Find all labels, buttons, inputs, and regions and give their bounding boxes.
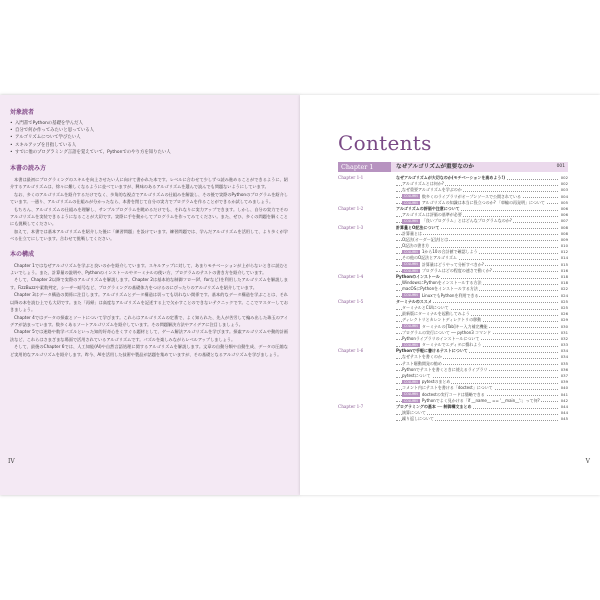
- toc-entry-title: pytestについて: [402, 373, 431, 378]
- toc-page-number: 015: [560, 261, 568, 267]
- paragraph: 加えて、本書では基本アルゴリズムを紹介した後に「練習問題」を設けています。練習問題では、学んだアルゴリズムを活用して、より多くが学べる仕立てにしています。合わせて挑戦してください。: [10, 228, 288, 242]
- toc-section-number: Chapter 1-6: [338, 348, 364, 354]
- toc-page-number: 039: [560, 379, 568, 385]
- column-badge: COLUMN: [404, 200, 418, 205]
- column-badge: COLUMN: [404, 392, 418, 397]
- toc-page-number: 009: [560, 236, 568, 242]
- toc-entry-title: なぜアルゴリズムが大切なのか(モチベーションを高めよう!): [396, 175, 506, 180]
- toc-section-number: Chapter 1-5: [338, 298, 364, 304]
- list-item: • スキルアップを目指している人: [10, 142, 288, 149]
- toc-page-number: 040: [560, 385, 568, 391]
- toc-page-number: 036: [560, 366, 568, 372]
- toc-page-number: 042: [560, 397, 568, 403]
- toc-page-number: 026: [560, 311, 568, 317]
- list-item: • 自分で何か作ってみたいと思っている人: [10, 127, 288, 134]
- toc-page-number: 041: [560, 391, 568, 397]
- toc-entry-title: 数多くのライブラリがオープンソースで公開されている: [421, 193, 522, 199]
- column-badge: COLUMN: [404, 342, 418, 347]
- toc-entry-title: WindowsにPythonをインストールする方法: [402, 280, 482, 286]
- page-number-right: V: [585, 458, 590, 465]
- column-badge: COLUMN: [404, 324, 418, 329]
- toc-page-number: 035: [560, 360, 568, 366]
- toc-entry-title: 計算量はどうやって分析すべきか?: [421, 261, 484, 267]
- toc-entry: [338, 416, 568, 422]
- toc-entry-title: アルゴリズムとは何か?: [402, 181, 444, 187]
- toc-section-number: Chapter 1-2: [338, 205, 364, 211]
- toc-entry-title: なぜテストを書くのか: [402, 354, 442, 360]
- toc-page-number: 034: [560, 348, 568, 354]
- column-badge: COLUMN: [404, 268, 418, 273]
- toc-section-number: Chapter 1-4: [338, 274, 364, 279]
- paragraph: もちろん、アルゴリズムの仕組みを理解し、サンプルプログラムを眺めるだけでも、それなりに実力アップできます。しかし、自分の実力でそのアルゴリズムを実装できるようになることが大切です。実際に手を動かしてプログラムを作ってみてください。また、ぜひ、多くの問題を解くことにも挑戦してください。: [10, 206, 288, 227]
- toc-entry-title: プログラムはどの程度の速さで動くか?: [421, 267, 492, 273]
- toc-page-number: 006: [560, 205, 568, 211]
- paragraph: 本書は最初にプログラミングのスキルを向上させたい人に向けて書かれた本です。レベルに合わせて少しずつ読み進めることができるように、紹介するアルゴリズムは、徐々に難しくなるように並べていますが、興味のあるアルゴリズムを選んで読んでも問題ないようにしています。: [10, 177, 288, 190]
- toc-section-number: Chapter 1-3: [338, 224, 364, 230]
- chapter-label: Chapter 1: [338, 162, 391, 172]
- table-of-contents: [338, 175, 568, 423]
- toc-entry-title: LinuxでもPythonを利用できる: [421, 292, 479, 298]
- toc-page-number: 006: [560, 212, 568, 218]
- toc-entry-title: 最新版にターミナルを起動してみよう: [402, 311, 470, 317]
- right-page: [300, 95, 600, 495]
- toc-page-number: 044: [560, 410, 568, 416]
- page-number-left: IV: [8, 458, 15, 465]
- toc-page-number: 018: [560, 274, 568, 279]
- paragraph: Chapter 1ではなぜアルゴリズムを学ぶと良いのかを紹介しています。スキルアップに対して、あまりモチベーションが上がらないときに読むとよいでしょう。また、計算量の説明や、Pythonのインストールやターミナルの使い方、プログラムのテストの書き方を紹介しています。: [10, 262, 288, 276]
- column-badge: COLUMN: [404, 262, 418, 267]
- column-badge: COLUMN: [404, 293, 418, 298]
- toc-page-number: 008: [560, 230, 568, 236]
- toc-page-number: 029: [560, 317, 568, 323]
- toc-page-number: 008: [560, 224, 568, 230]
- column-badge: COLUMN: [404, 194, 418, 199]
- toc-entry-title: 計算量とは: [402, 230, 422, 236]
- toc-entry-title: 計算量とO記法について: [396, 224, 440, 230]
- toc-entry-title: アルゴリズムの知識は本当に役立つのか? 「車輪の再発明」について: [421, 199, 545, 205]
- toc-page-number: 016: [560, 267, 568, 273]
- list-item: • アルゴリズムについて学びたい人: [10, 134, 288, 141]
- toc-entry-title: ターミナルとCUIについて: [402, 304, 449, 310]
- left-page: [0, 95, 300, 495]
- list-item: • すでに他のプログラミング言語を覚えていて、Pythonでのやり方を知りたい人: [10, 149, 288, 156]
- toc-entry-title: ターミナルでエディタに慣れよう: [421, 342, 482, 348]
- toc-entry-text: [402, 416, 435, 422]
- toc-entry-title: O記法(オーダー記法)とは: [402, 236, 449, 242]
- toc-entry-title: プログラミングの基本 ── 制御構文まとめ: [396, 403, 472, 409]
- toc-entry-title: その他のO記法とアルゴリズム: [402, 255, 457, 261]
- toc-section-number: Chapter 1-1: [338, 175, 364, 180]
- toc-page-number: 024: [560, 292, 568, 298]
- section-heading-structure: 本の構成: [10, 250, 35, 258]
- toc-entry-title: doctestの実行コードは簡略できる: [421, 391, 485, 397]
- toc-page-number: 045: [560, 416, 568, 422]
- toc-page-number: 002: [560, 175, 568, 180]
- paragraph: そして、最後のChapter 6では、人工知能(AI)や自然言語処理に関するアルゴリズムを解説します。文章の自動分類や自動生成、データの圧縮など実用的なアルゴリズムを紹介します。昨今、AIを活用した技術や製品が話題を集めていますが、その基礎となるアルゴリズムを学びましょう。: [10, 344, 288, 357]
- toc-page-number: 014: [560, 255, 568, 261]
- paragraph: Chapter 3はデータ構造の関係に注目します。アルゴリズムとデータ構造は切っても切れない関係です。基本的なデータ構造を学ぶことは、それ以降の本を読む上でも大切です。また「再帰」は高度なアルゴリズムを記述する上で欠かすことのできないテクニックです。ここでマスターしておきましょう。: [10, 292, 288, 313]
- toc-entry-title: 1から10の合計値で確認しよう: [421, 249, 478, 255]
- toc-page-number: 012: [560, 249, 568, 255]
- toc-entry-title: プログラムの実行について ── python3 コマンド: [402, 329, 492, 335]
- column-badge: COLUMN: [404, 380, 418, 384]
- toc-entry-title: 繰り返しについて: [402, 416, 434, 422]
- paragraph: なお、多くのアルゴリズムを紹介するだけでなく、多角的な視点でアルゴリズムの仕組みを解説し、その後で実際のPythonのプログラムを紹介しています。一通り、アルゴリズムの仕組みが分かったなら、本書を閉じて自分の実力でプログラムを作ることができるか試してみましょう。: [10, 191, 288, 205]
- toc-page-number: 022: [560, 286, 568, 292]
- toc-page-number: 044: [560, 403, 568, 409]
- toc-page-number: 004: [560, 193, 568, 199]
- paragraph: Chapter 4ではデータの探索とソートについて学びます。これらはアルゴリズムの定番で、よく知られた、先人が苦労して編み出した珠玉のアイデアが詰まっています。数多くあるソートアルゴリズムを紹介しています。その問題解決方法やアイデアに注目しましょう。: [10, 314, 288, 327]
- section-heading-audience: 対象読者: [10, 109, 35, 116]
- chapter-banner: [338, 162, 568, 172]
- toc-entry-title: 「良いプログラム」とはどんなプログラムなのか?: [421, 218, 512, 224]
- audience-list: [10, 120, 288, 156]
- toc-page-number: 002: [560, 181, 568, 187]
- structure-section: [10, 251, 288, 358]
- toc-section-number: Chapter 1-7: [338, 403, 364, 409]
- toc-page-number: 032: [560, 335, 568, 341]
- toc-entry-title: Pythonでテストを書くときに使えるライブラリ: [402, 366, 488, 372]
- toc-page-number: 025: [560, 304, 568, 310]
- toc-page-number: 018: [560, 280, 568, 286]
- toc-page-number: 031: [560, 329, 568, 335]
- toc-entry-title: Pythonのインストール: [396, 274, 440, 279]
- toc-page-number: 010: [560, 243, 568, 249]
- toc-page-number: 037: [560, 373, 568, 378]
- left-page-content: [10, 109, 288, 366]
- column-badge: COLUMN: [404, 398, 418, 403]
- column-badge: COLUMN: [404, 219, 418, 224]
- toc-page-number: 005: [560, 199, 568, 205]
- toc-entry-title: アルゴリズムは評価の基準が必要: [402, 212, 462, 218]
- toc-page-number: 030: [560, 323, 568, 329]
- toc-entry-title: なぜ重要アルゴリズムを学ぶのか: [402, 187, 462, 193]
- toc-entry-title: O記法の書き方: [402, 243, 430, 249]
- list-item: • 入門書でPythonの基礎を学んだ人: [10, 120, 288, 127]
- paragraph: そして、Chapter 2以降で実際のアルゴリズムを解説します。Chapter 2は基本的な制御フロー(if、forなど)を利用したアルゴリズムを解説します。FizzBuzzや素数判定、シーザー暗号など、プログラミングの基礎体力をつけるのにぴったりのアルゴリズムを紹介しています。: [10, 277, 288, 290]
- toc-page-number: 003: [560, 187, 568, 193]
- toc-entry-title: Pythonでよく見かける「if __name__ == '__main__':」って何?: [421, 397, 540, 403]
- toc-entry-title: Pythonライブラリのインストールについて: [402, 335, 480, 341]
- toc-entry-title: ターミナルのススメ: [396, 298, 432, 304]
- toc-entry-title: 演算について: [402, 410, 426, 416]
- chapter-title: なぜアルゴリズムが重要なのか: [396, 164, 474, 170]
- toc-page-number: 025: [560, 298, 568, 304]
- how-to-read-section: [10, 165, 288, 243]
- toc-entry-title: ターミナルの[Tab]キー入力補完機能: [421, 323, 488, 329]
- column-badge: COLUMN: [404, 250, 418, 255]
- toc-entry-title: アルゴリズムの評価や注意について: [396, 205, 460, 211]
- toc-entry-title: macOSにPythonをインストールする方法: [402, 286, 478, 292]
- toc-page-number: 034: [560, 354, 568, 360]
- toc-entry-title: pytestのまとめ: [421, 379, 451, 385]
- toc-entry-title: テスト駆動開発の勧め: [402, 360, 442, 366]
- toc-entry-title: コメント内にテストを書ける「doctest」について: [402, 385, 493, 391]
- toc-page-number: 007: [560, 218, 568, 224]
- contents-title: Contents: [338, 131, 432, 155]
- paragraph: Chapter 5では迷路や数学パズルといった知的好奇心をくすぐる題材として、ゲーム解法アルゴリズムを学びます。探索アルゴリズムや動的計画法など、これらはさまざまな場面で活用されているアルゴリズムです。パズルを楽しみながらレベルアップしましょう。: [10, 329, 288, 342]
- toc-entry-title: Pythonで手軽に書けるテストについて: [396, 348, 468, 354]
- toc-page-number: 033: [560, 342, 568, 348]
- chapter-page-number: 001: [556, 164, 565, 169]
- section-heading-how-to-read: 本書の読み方: [10, 165, 47, 173]
- toc-entry-title: ディレクトリとカレントディレクトリの移動: [402, 317, 482, 323]
